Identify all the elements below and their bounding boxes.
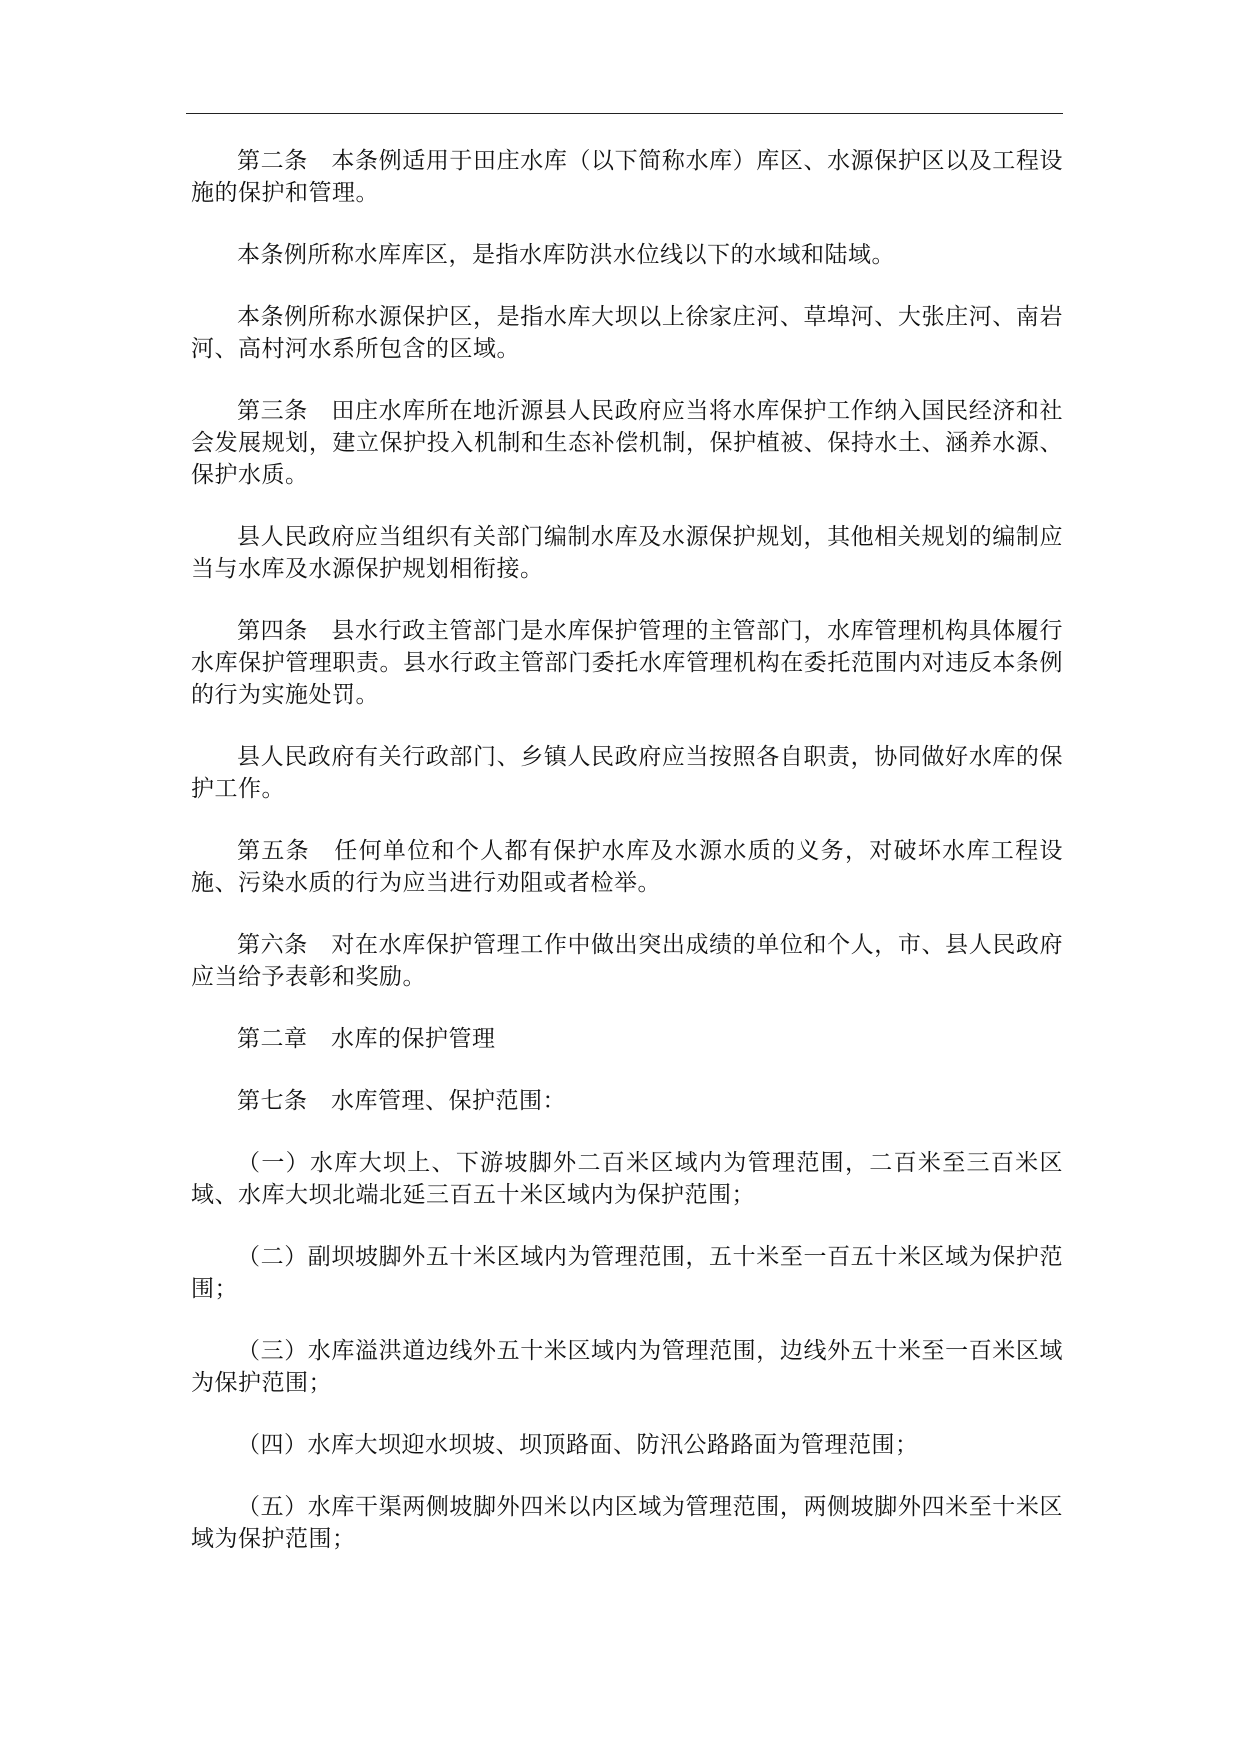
article-7-item-2: （二）副坝坡脚外五十米区域内为管理范围，五十米至一百五十米区域为保护范围；: [191, 1244, 1063, 1302]
article-7-item-5: （五）水库干渠两侧坡脚外四米以内区域为管理范围，两侧坡脚外四米至十米区域为保护范围；: [191, 1494, 1063, 1552]
article-7-item-3: （三）水库溢洪道边线外五十米区域内为管理范围，边线外五十米至一百米区域为保护范围；: [191, 1338, 1063, 1396]
article-4-paragraph: 第四条 县水行政主管部门是水库保护管理的主管部门，水库管理机构具体履行水库保护管理职责。县水行政主管部门委托水库管理机构在委托范围内对违反本条例的行为实施处罚。: [191, 618, 1063, 708]
document-body: [191, 145, 1063, 1585]
article-3-paragraph: 第三条 田庄水库所在地沂源县人民政府应当将水库保护工作纳入国民经济和社会发展规划，建立保护投入机制和生态补偿机制，保护植被、保持水土、涵养水源、保护水质。: [191, 398, 1063, 488]
header-rule: [186, 113, 1063, 114]
article-7-heading: 第七条 水库管理、保护范围：: [237, 1088, 566, 1114]
protection-planning-paragraph: 县人民政府应当组织有关部门编制水库及水源保护规划，其他相关规划的编制应当与水库及水源保护规划相衔接。: [191, 524, 1063, 582]
chapter-2-heading: 第二章 水库的保护管理: [237, 1026, 496, 1052]
article-7-item-4: （四）水库大坝迎水坝坡、坝顶路面、防汛公路路面为管理范围；: [237, 1432, 919, 1458]
article-2-paragraph: 第二条 本条例适用于田庄水库（以下简称水库）库区、水源保护区以及工程设施的保护和管理。: [191, 148, 1063, 206]
reservoir-area-definition: 本条例所称水库库区，是指水库防洪水位线以下的水域和陆域。: [237, 242, 895, 268]
government-duties-paragraph: 县人民政府有关行政部门、乡镇人民政府应当按照各自职责，协同做好水库的保护工作。: [191, 744, 1063, 802]
article-6-paragraph: 第六条 对在水库保护管理工作中做出突出成绩的单位和个人，市、县人民政府应当给予表彰和奖励。: [191, 932, 1063, 990]
water-source-area-definition: 本条例所称水源保护区，是指水库大坝以上徐家庄河、草埠河、大张庄河、南岩河、高村河水系所包含的区域。: [191, 304, 1063, 362]
article-5-paragraph: 第五条 任何单位和个人都有保护水库及水源水质的义务，对破坏水库工程设施、污染水质的行为应当进行劝阻或者检举。: [191, 838, 1063, 896]
article-7-item-1: （一）水库大坝上、下游坡脚外二百米区域内为管理范围，二百米至三百米区域、水库大坝北端北延三百五十米区域内为保护范围；: [191, 1150, 1063, 1208]
